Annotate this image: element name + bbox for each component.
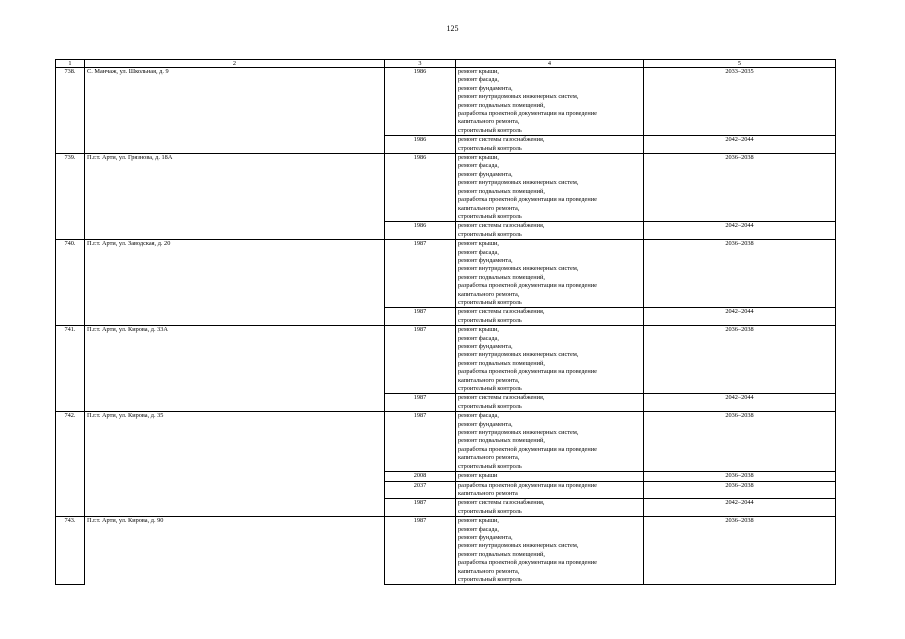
work-item: ремонт крыши, (458, 68, 500, 75)
record-works (456, 472, 644, 481)
header-col-5: 5 (644, 60, 836, 68)
work-item: ремонт внутридомовых инженерных систем, (458, 542, 579, 550)
work-item: капитального ремонта, (458, 454, 520, 462)
work-item: строительный контроль (458, 212, 522, 220)
work-item: капитального ремонта, (458, 118, 520, 126)
record-works (456, 240, 644, 308)
record-period: 2042–2044 (644, 394, 836, 412)
work-item: строительный контроль (458, 144, 522, 152)
work-item: ремонт системы газоснабжения, (458, 222, 545, 230)
record-works (456, 308, 644, 326)
header-col-3: 3 (385, 60, 456, 68)
work-item: строительный контроль (458, 462, 522, 470)
work-item: капитального ремонта (458, 489, 518, 497)
record-period: 2042–2044 (644, 136, 836, 154)
work-item: ремонт крыши (458, 472, 498, 480)
record-year: 1987 (385, 517, 456, 585)
record-address: С. Манчаж, ул. Школьная, д. 9 (85, 68, 385, 154)
record-period: 2036–2038 (644, 240, 836, 308)
work-item: строительный контроль (458, 230, 522, 238)
work-item: ремонт подвальных помещений, (458, 550, 545, 558)
record-year: 2037 (385, 481, 456, 499)
record-period: 2042–2044 (644, 222, 836, 240)
work-item: разработка проектной документации на проведение (458, 559, 597, 567)
header-col-2: 2 (85, 60, 385, 68)
record-period: 2036–2038 (644, 517, 836, 585)
record-year: 1986 (385, 222, 456, 240)
record-address: П.г.т. Арти, ул. Кирова, д. 33А (85, 326, 385, 412)
work-item: капитального ремонта, (458, 204, 520, 212)
work-item: ремонт системы газоснабжения, (458, 136, 545, 144)
work-item: ремонт фундамента, (458, 84, 513, 92)
work-item: ремонт фасада, (458, 412, 499, 420)
record-works (456, 499, 644, 517)
record-year: 1987 (385, 308, 456, 326)
work-item: капитального ремонта, (458, 290, 520, 298)
work-item: капитального ремонта, (458, 567, 520, 575)
table-row (56, 240, 836, 308)
work-item: разработка проектной документации на проведение (458, 368, 597, 376)
work-item: ремонт внутридомовых инженерных систем, (458, 429, 579, 437)
record-period: 2036–2038 (644, 154, 836, 222)
record-works (456, 481, 644, 499)
record-period: 2036–2038 (644, 326, 836, 394)
work-item: ремонт крыши, (458, 517, 500, 525)
record-works (456, 394, 644, 412)
work-item: ремонт фундамента, (458, 343, 513, 350)
record-period: 2042–2044 (644, 499, 836, 517)
work-item: ремонт фасада, (458, 162, 499, 170)
work-item: разработка проектной документации на проведение (458, 481, 597, 489)
record-year: 1987 (385, 412, 456, 472)
header-col-4: 4 (456, 60, 644, 68)
work-item: ремонт подвальных помещений, (458, 273, 545, 281)
record-number: 742. (56, 412, 85, 517)
work-item: ремонт системы газоснабжения, (458, 394, 545, 402)
record-year: 1987 (385, 394, 456, 412)
work-item: ремонт фундамента, (458, 256, 513, 264)
record-period: 2036–2038 (644, 472, 836, 481)
record-number: 740. (56, 240, 85, 326)
record-year: 1987 (385, 240, 456, 308)
work-item: ремонт внутридомовых инженерных систем, (458, 93, 579, 101)
header-col-1: 1 (56, 60, 85, 68)
work-item: разработка проектной документации на проведение (458, 196, 597, 204)
record-period: 2033–2035 (644, 68, 836, 136)
work-item: строительный контроль (458, 385, 522, 393)
record-works (456, 222, 644, 240)
work-item: разработка проектной документации на проведение (458, 445, 597, 453)
record-number: 741. (56, 326, 85, 412)
table-row (56, 517, 836, 585)
work-item: строительный контроль (458, 126, 522, 134)
record-number: 738. (56, 68, 85, 154)
work-item: строительный контроль (458, 507, 522, 515)
work-item: строительный контроль (458, 298, 522, 306)
record-year: 2008 (385, 472, 456, 481)
record-works (456, 136, 644, 154)
work-item: ремонт фундамента, (458, 533, 513, 541)
work-item: ремонт системы газоснабжения, (458, 499, 545, 507)
work-item: ремонт крыши, (458, 326, 500, 334)
work-item: разработка проектной документации на проведение (458, 282, 597, 290)
work-item: ремонт системы газоснабжения, (458, 308, 545, 316)
work-item: разработка проектной документации на проведение (458, 110, 597, 118)
register-table (55, 59, 836, 585)
table-row (56, 68, 836, 136)
record-year: 1986 (385, 136, 456, 154)
work-item: ремонт подвальных помещений, (458, 359, 545, 367)
page-number: 125 (446, 24, 459, 33)
work-item: ремонт подвальных помещений, (458, 187, 545, 195)
work-item: строительный контроль (458, 316, 522, 324)
record-period: 2036–2038 (644, 412, 836, 472)
record-address: П.г.т. Арти, ул. Заводская, д. 20 (85, 240, 385, 326)
work-item: ремонт фасада, (458, 525, 499, 533)
record-address: П.г.т. Арти, ул. Кирова, д. 35 (85, 412, 385, 517)
record-period: 2036–2038 (644, 481, 836, 499)
record-number: 743. (56, 517, 85, 585)
work-item: строительный контроль (458, 575, 522, 583)
register-body (56, 68, 836, 585)
record-period: 2042–2044 (644, 308, 836, 326)
record-works (456, 154, 644, 222)
work-item: ремонт фасада, (458, 248, 499, 256)
work-item: ремонт крыши, (458, 154, 500, 162)
record-year: 1987 (385, 499, 456, 517)
record-works (456, 68, 644, 136)
table-row (56, 326, 836, 394)
work-item: ремонт фасада, (458, 76, 499, 84)
table-row (56, 154, 836, 222)
work-item: ремонт внутридомовых инженерных систем, (458, 179, 579, 187)
record-works (456, 517, 644, 585)
record-works (456, 326, 644, 394)
record-year: 1986 (385, 68, 456, 136)
work-item: ремонт фасада, (458, 334, 499, 342)
work-item: ремонт подвальных помещений, (458, 101, 545, 109)
record-works (456, 412, 644, 472)
work-item: ремонт фундамента, (458, 420, 513, 428)
work-item: ремонт фундамента, (458, 170, 513, 178)
table-row (56, 412, 836, 472)
work-item: ремонт крыши, (458, 240, 500, 248)
record-year: 1986 (385, 154, 456, 222)
work-item: капитального ремонта, (458, 376, 520, 384)
work-item: строительный контроль (458, 402, 522, 410)
work-item: ремонт подвальных помещений, (458, 437, 545, 445)
header-row (56, 60, 836, 68)
record-year: 1987 (385, 326, 456, 394)
record-address: П.г.т. Арти, ул. Кирова, д. 90 (85, 517, 385, 585)
work-item: ремонт внутридомовых инженерных систем, (458, 265, 579, 273)
work-item: ремонт внутридомовых инженерных систем, (458, 351, 579, 359)
record-number: 739. (56, 154, 85, 240)
record-address: П.г.т. Арти, ул. Грязнова, д. 18А (85, 154, 385, 240)
